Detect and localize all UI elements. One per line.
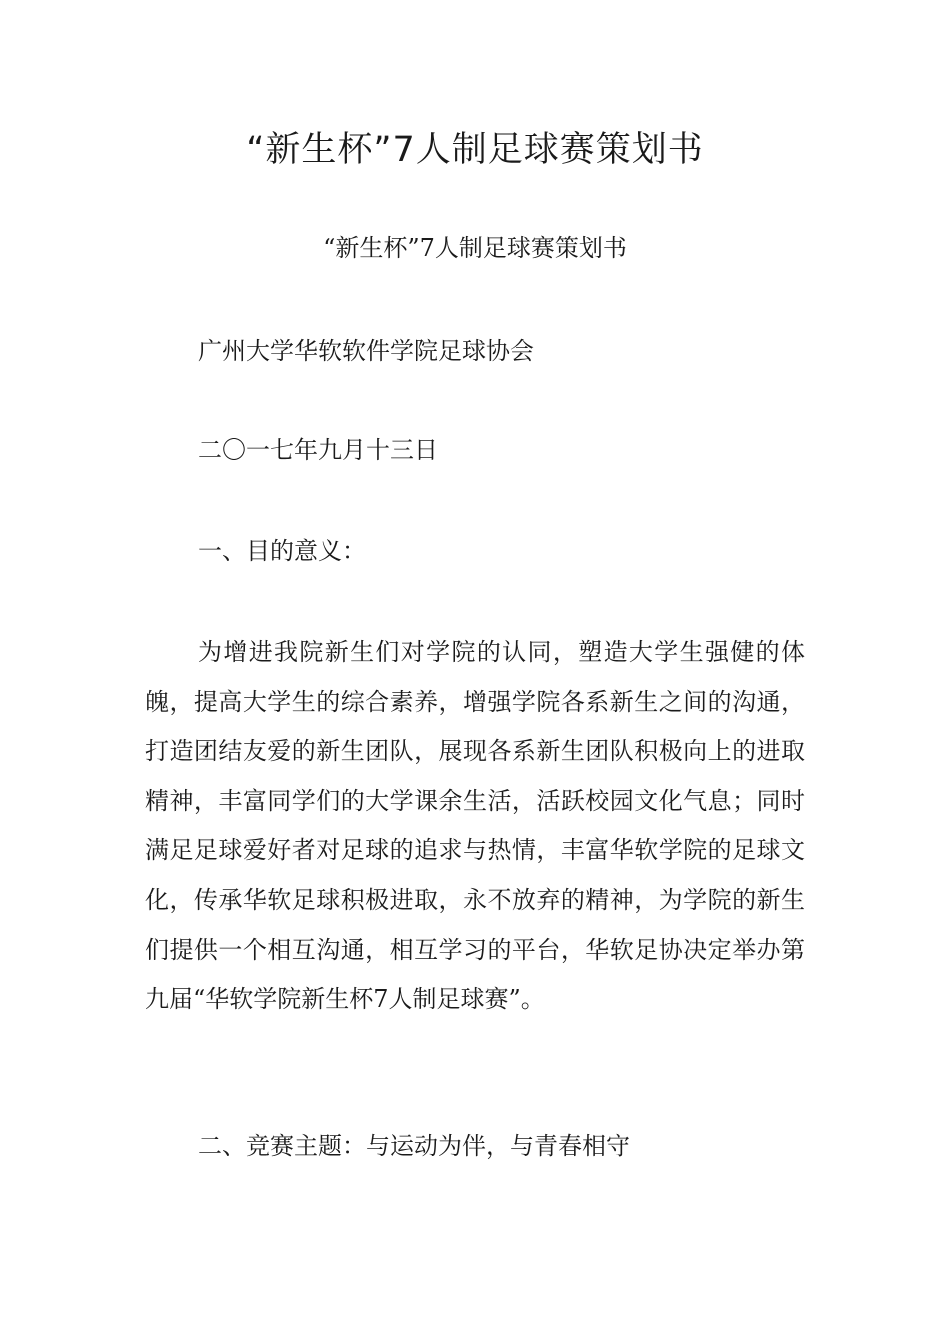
document-date: 二〇一七年九月十三日 (198, 436, 438, 464)
organization-name: 广州大学华软软件学院足球协会 (198, 337, 534, 365)
section-1-body: 为增进我院新生们对学院的认同，塑造大学生强健的体魄，提高大学生的综合素养，增强学院各系新生之间的沟通，打造团结友爱的新生团队，展现各系新生团队积极向上的进取精神，丰富同学们的大学课余生活，活跃校园文化气息；同时满足足球爱好者对足球的追求与热情，丰富华软学院的足球文化，传承华软足球积极进取，永不放弃的精神，为学院的新生们提供一个相互沟通，相互学习的平台，华软足协决定举办第九届“华软学院新生杯7人制足球赛”。 (145, 638, 805, 1014)
document-title: “新生杯”7人制足球赛策划书 (246, 130, 704, 170)
document-subtitle: “新生杯”7人制足球赛策划书 (323, 234, 627, 262)
section-1-heading: 一、目的意义： (198, 537, 366, 565)
section-2-heading: 二、竞赛主题：与运动为伴，与青春相守 (198, 1132, 630, 1160)
